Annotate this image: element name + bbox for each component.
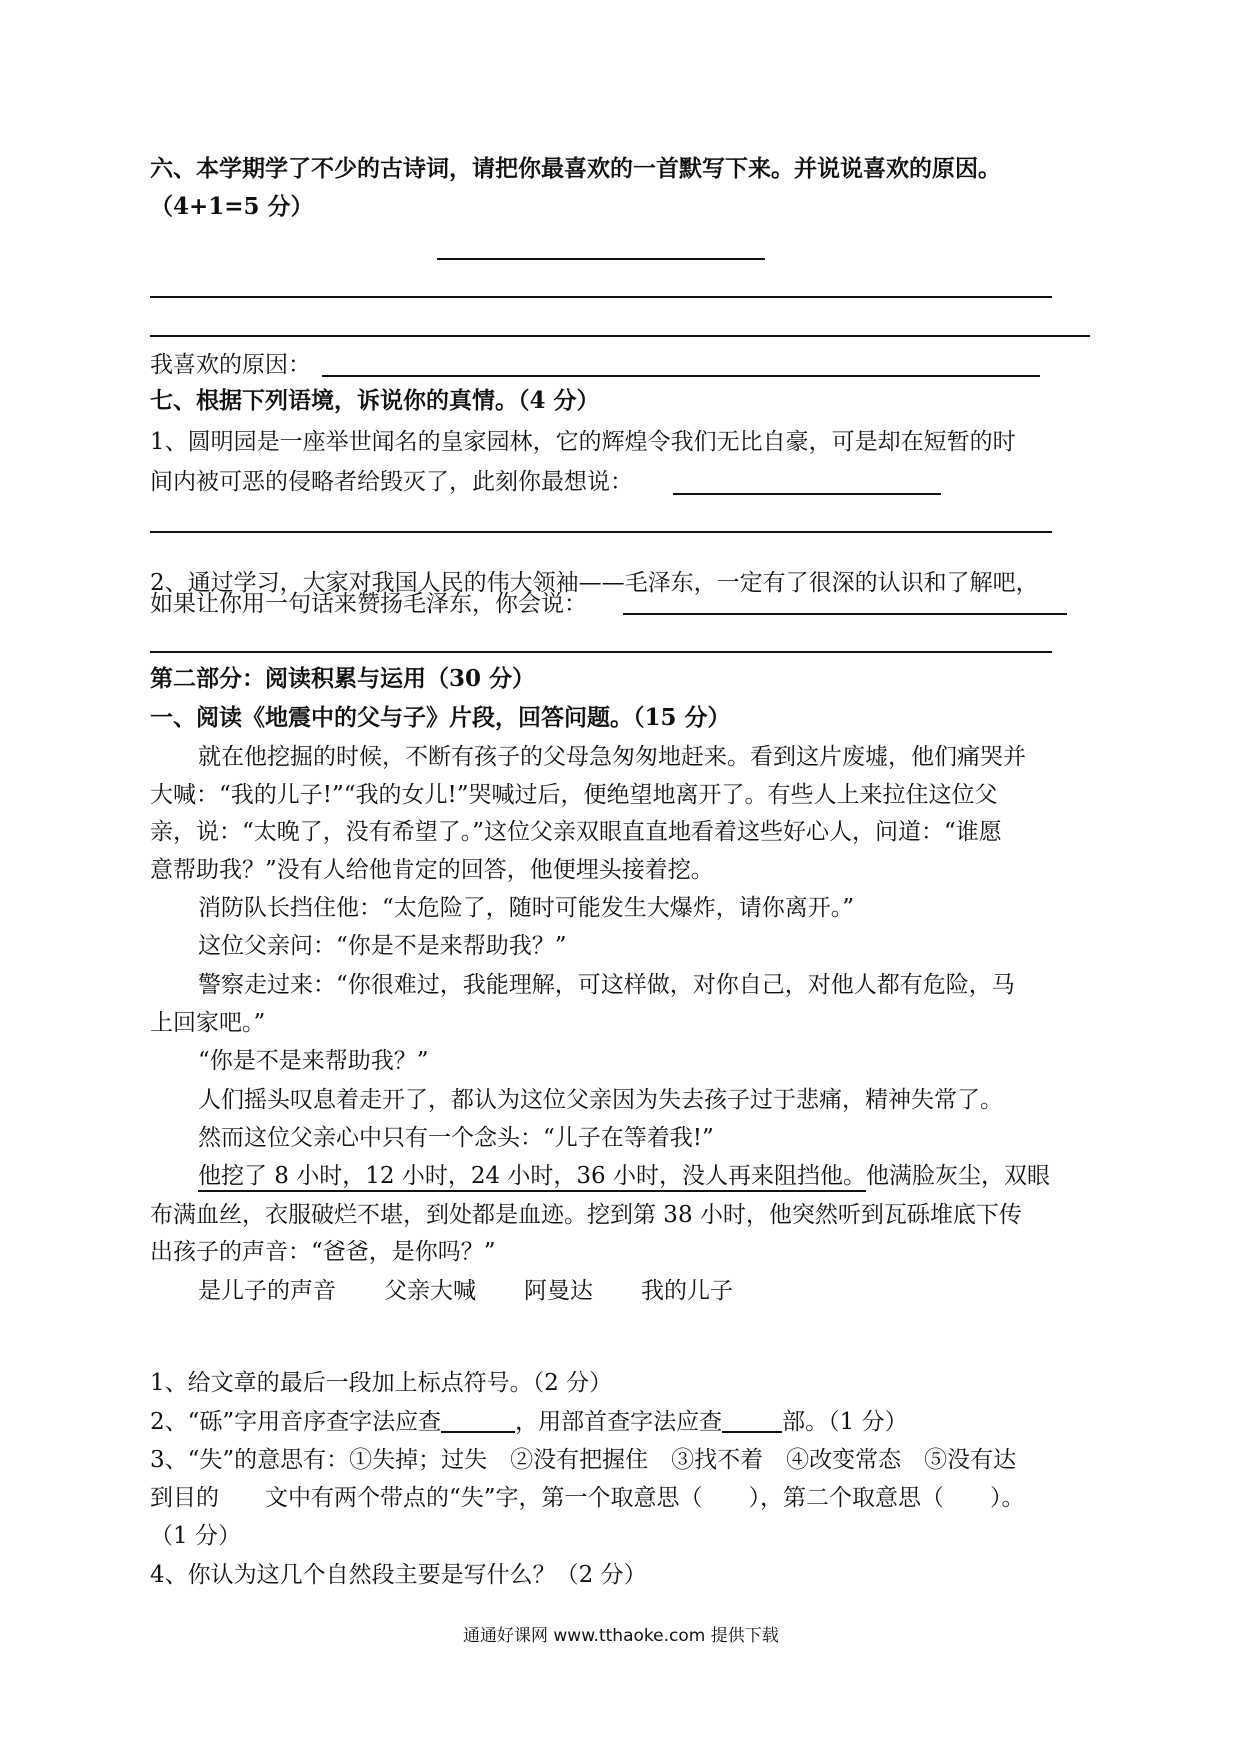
answer-line-q2-a[interactable] <box>623 613 1067 615</box>
question-4: 4、你认为这几个自然段主要是写什么？（2 分） <box>150 1562 647 1588</box>
reading-section-title: 一、阅读《地震中的父与子》片段，回答问题。（15 分） <box>150 704 731 731</box>
section-6-title: 六、本学期学了不少的古诗词，请把你最喜欢的一首默写下来。并说说喜欢的原因。 <box>150 155 1001 182</box>
passage-p6: 人们摇头叹息着走开了，都认为这位父亲因为失去孩子过于悲痛，精神失常了。 <box>198 1087 1003 1113</box>
passage-p9-item: 阿曼达 <box>524 1278 593 1304</box>
answer-line-q1-b[interactable] <box>150 531 1052 533</box>
passage-p1-line1: 就在他挖掘的时候，不断有孩子的父母急匆匆地赶来。看到这片废墟，他们痛哭并 <box>198 744 1026 770</box>
footer-source: 通通好课网 www.tthaoke.com 提供下载 <box>463 1626 779 1646</box>
passage-p8-line2: 布满血丝，衣服破烂不堪，到处都是血迹。挖到第 38 小时，他突然听到瓦砾堆底下传 <box>150 1202 1022 1228</box>
passage-p9 <box>198 1276 781 1306</box>
section-6-score: （4+1=5 分） <box>150 193 314 220</box>
question-2-part-a: 2、“砾”字用音序查字法应查 <box>150 1409 442 1435</box>
section-7-q1-line1: 1、圆明园是一座举世闻名的皇家园林，它的辉煌令我们无比自豪，可是却在短暂的时 <box>150 429 1016 455</box>
passage-p4-line1: 警察走过来：“你很难过，我能理解，可这样做，对你自己，对他人都有危险，马 <box>198 972 1015 998</box>
passage-p9-item: 父亲大喊 <box>384 1278 476 1304</box>
passage-p4-line2: 上回家吧。” <box>150 1010 266 1036</box>
question-2-part-b: ，用部首查字法应查 <box>515 1409 723 1435</box>
question-2 <box>150 1407 908 1437</box>
reason-label: 我喜欢的原因： <box>150 352 311 378</box>
passage-p7: 然而这位父亲心中只有一个念头：“儿子在等着我!” <box>198 1125 714 1151</box>
question-3-line3: （1 分） <box>150 1523 241 1549</box>
answer-line-poem-2[interactable] <box>150 335 1090 337</box>
question-3-line1: 3、“失”的意思有：①失掉；过失 ②没有把握住 ③找不着 ④改变常态 ⑤没有达 <box>150 1447 1017 1473</box>
section-7-title: 七、根据下列语境，诉说你的真情。（4 分） <box>150 387 600 414</box>
section-7-q2-line2: 如果让你用一句话来赞扬毛泽东，你会说： <box>150 591 587 617</box>
section-7-q2-line1: 2、通过学习，大家对我国人民的伟大领袖——毛泽东，一定有了很深的认识和了解吧， <box>150 570 1039 596</box>
passage-p8-line1 <box>198 1161 1050 1191</box>
passage-p9-item: 我的儿子 <box>641 1278 733 1304</box>
passage-p2: 消防队长挡住他：“太危险了，随时可能发生大爆炸，请你离开。” <box>198 895 855 921</box>
passage-p1-line2: 大喊：“我的儿子!”“我的女儿!”哭喊过后，便绝望地离开了。有些人上来拉住这位父 <box>150 782 998 808</box>
question-2-part-c: 部。（1 分） <box>782 1409 908 1435</box>
passage-p5: “你是不是来帮助我？” <box>198 1048 429 1074</box>
answer-line-q1-a[interactable] <box>673 493 941 495</box>
passage-p8-rest: 他满脸灰尘，双眼 <box>866 1163 1050 1189</box>
blank-initial-letter[interactable] <box>441 1409 515 1433</box>
answer-line-poem-1[interactable] <box>150 296 1052 298</box>
passage-p8-line3: 出孩子的声音：“爸爸，是你吗？” <box>150 1239 496 1265</box>
passage-p1-line3: 亲，说：“太晚了，没有希望了。”这位父亲双眼直直地看着这些好心人，问道：“谁愿 <box>150 819 1002 845</box>
answer-line-q2-b[interactable] <box>150 651 1052 653</box>
passage-p3: 这位父亲问：“你是不是来帮助我？” <box>198 933 567 959</box>
answer-line-poem-title[interactable] <box>437 258 765 260</box>
answer-line-reason[interactable] <box>322 375 1040 377</box>
passage-p9-item: 是儿子的声音 <box>198 1278 336 1304</box>
underlined-sentence: 他挖了 8 小时，12 小时，24 小时，36 小时，没人再来阻挡他。 <box>198 1163 866 1192</box>
question-3-line2: 到目的 文中有两个带点的“失”字，第一个取意思（ ），第二个取意思（ ）。 <box>150 1485 1025 1511</box>
passage-p1-line4: 意帮助我？”没有人给他肯定的回答，他便埋头接着挖。 <box>150 857 714 883</box>
part-2-title: 第二部分：阅读积累与运用（30 分） <box>150 665 536 692</box>
section-7-q1-line2: 间内被可恶的侵略者给毁灭了，此刻你最想说： <box>150 469 633 495</box>
question-1: 1、给文章的最后一段加上标点符号。（2 分） <box>150 1370 613 1396</box>
blank-radical[interactable] <box>722 1409 782 1433</box>
